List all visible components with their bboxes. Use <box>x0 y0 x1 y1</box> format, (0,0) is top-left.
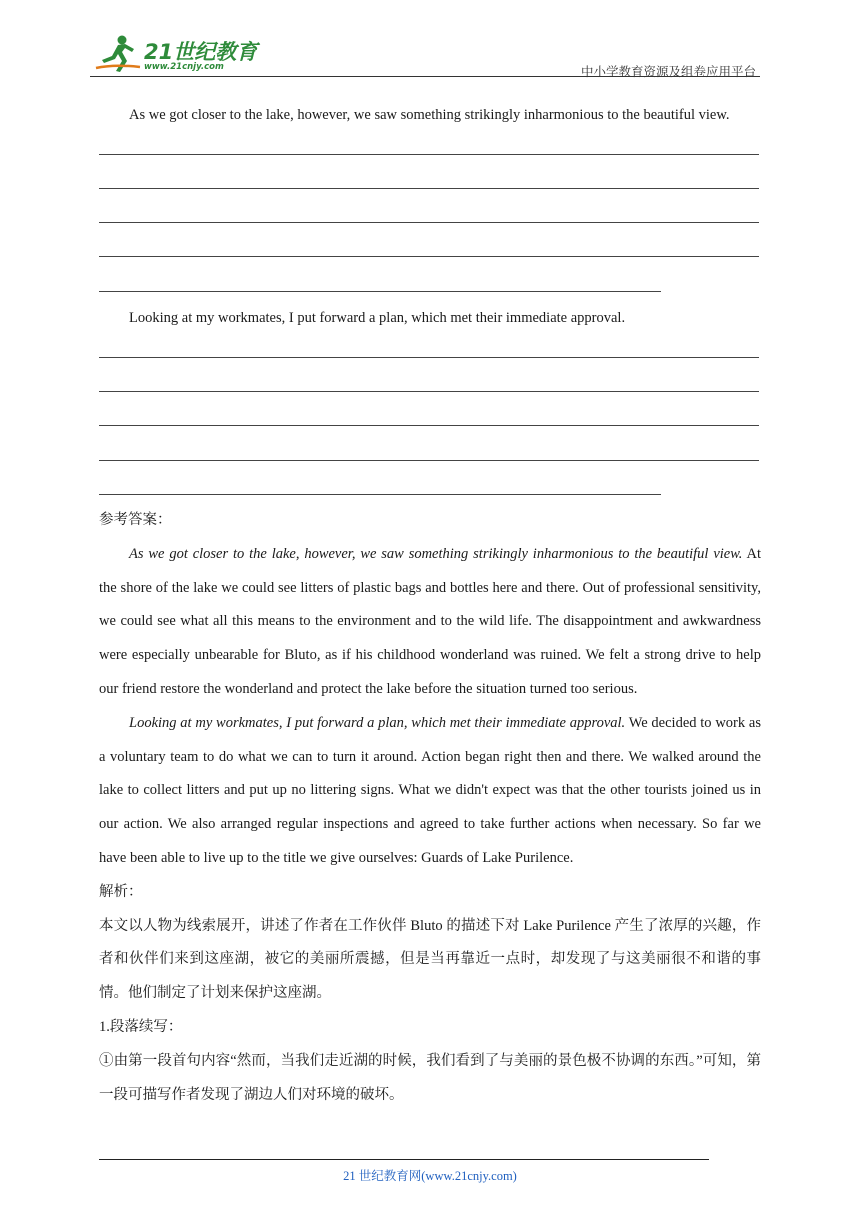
writing-line[interactable] <box>99 357 759 358</box>
footer-source[interactable]: 21 世纪教育网(www.21cnjy.com) <box>343 1169 517 1183</box>
writing-line[interactable] <box>99 222 759 223</box>
answer-paragraph-1-body: At the shore of the lake we could see litters of plastic bags and bottles here and there. Out of professional sensitivity, we could see what all this means to the environment and to the wild life. The disappointment and awkwardness were especially unbearable for Bluto, as if his childhood wonderland was ruined. We felt a strong drive to help our friend restore the wonderland and protect the lake before the situation turned too serious. <box>99 545 761 697</box>
logo-url: www.21cnjy.com <box>144 62 224 72</box>
answer-paragraph-1 <box>99 538 761 707</box>
answer-section <box>99 504 761 1112</box>
answer-paragraph-2-lead: Looking at my workmates, I put forward a plan, which met their immediate approval. <box>129 714 626 731</box>
writing-prompt-1: As we got closer to the lake, however, we saw something strikingly inharmonious to the beautiful view. <box>129 107 730 123</box>
answer-paragraph-2-body: We decided to work as a voluntary team to do what we can to turn it around. Action began right then and there. We walked around the lake to collect litters and put up no littering signs. What we didn't expect was that the other tourists joined us in our action. We also arranged regular inspections and agreed to take further actions when necessary. So far we have been able to live up to the title we give ourselves: Guards of Lake Purilence. <box>99 714 761 866</box>
writing-line[interactable] <box>99 154 759 155</box>
analysis-label: 解析： <box>99 883 143 900</box>
writing-line[interactable] <box>99 425 759 426</box>
page-header <box>90 30 760 78</box>
writing-line[interactable] <box>99 391 759 392</box>
header-divider <box>90 76 760 77</box>
writing-line[interactable] <box>99 494 661 495</box>
runner-logo-icon <box>94 34 144 74</box>
answer-paragraph-1-lead: As we got closer to the lake, however, we saw something strikingly inharmonious to the beautiful view. <box>129 545 743 562</box>
logo-name: 21世纪教育 <box>144 40 258 64</box>
analysis-text: 本文以人物为线索展开，讲述了作者在工作伙伴 Bluto 的描述下对 Lake Purilence 产生了浓厚的兴趣，作者和伙伴们来到这座湖，被它的美丽所震撼，但是当再靠近一点时，却发现了与这美丽很不和谐的事情。他们制定了计划来保护这座湖。 <box>99 917 761 1002</box>
footer-divider <box>99 1159 709 1160</box>
writing-line[interactable] <box>99 291 661 292</box>
writing-line[interactable] <box>99 460 759 461</box>
writing-line[interactable] <box>99 256 759 257</box>
writing-prompt-2: Looking at my workmates, I put forward a plan, which met their immediate approval. <box>129 310 626 326</box>
platform-title: 中小学教育资源及组卷应用平台 <box>580 64 756 79</box>
answer-label: 参考答案： <box>99 512 172 528</box>
answer-paragraph-2 <box>99 707 761 876</box>
analysis-point-1: ①由第一段首句内容“然而，当我们走近湖的时候，我们看到了与美丽的景色极不协调的东西。”可知，第一段可描写作者发现了湖边人们对环境的破坏。 <box>99 1052 761 1103</box>
logo <box>90 30 260 76</box>
writing-line[interactable] <box>99 188 759 189</box>
section-label: 1.段落续写： <box>99 1018 183 1035</box>
